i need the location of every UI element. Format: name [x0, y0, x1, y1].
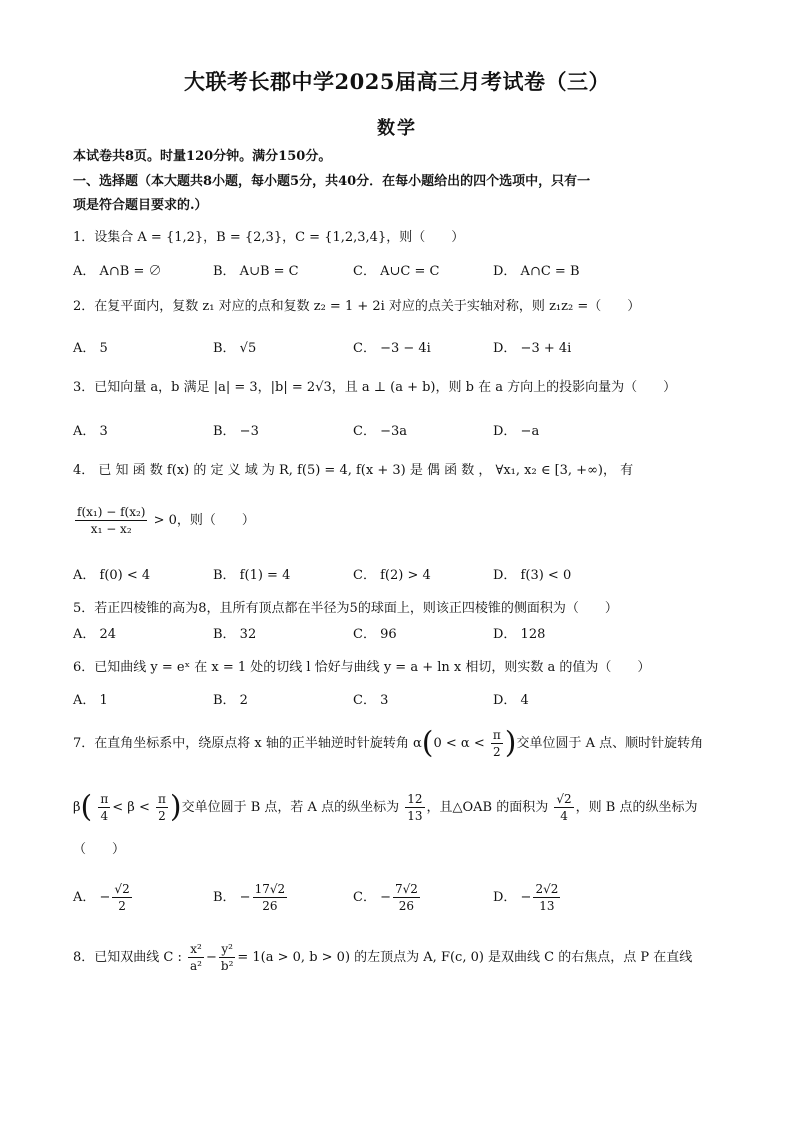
question-5-options [73, 625, 733, 645]
q7-beta: β [73, 800, 81, 815]
q1-option-c: C． A∪C = C [353, 264, 440, 279]
q8-suffix: = 1(a > 0, b > 0) 的左顶点为 A, F(c, 0) 是双曲线 C 的右焦点，点 P 在直线 [237, 950, 693, 965]
section-heading-line1: 一、选择题（本大题共8小题，每小题5分，共40分．在每小题给出的四个选项中，只有一 [73, 174, 591, 189]
q3-option-b: B． −3 [213, 424, 259, 439]
question-2-options [73, 339, 733, 359]
q2-option-b: B． √5 [213, 341, 257, 356]
q7-text-f: ，则 B 点的纵坐标为 [575, 800, 698, 815]
q7-option-a-num: √2 [114, 882, 130, 896]
question-4-options [73, 566, 733, 586]
subject-title: 数学 [377, 118, 417, 139]
q6-option-d: D． 4 [493, 693, 529, 708]
q7-option-d-den: 13 [539, 899, 555, 913]
q4-fraction-denominator: x₁ − x₂ [90, 522, 132, 536]
q7-option-b-num: 17√2 [254, 882, 286, 896]
q6-option-a: A． 1 [73, 693, 108, 708]
q7-frac-pi-over-2 [491, 727, 503, 760]
q2-option-a: A． 5 [73, 341, 108, 356]
q7-frac-pi-over-2b-den: 2 [158, 809, 166, 823]
q7-frac-pi-over-4 [98, 791, 110, 824]
q5-option-b: B． 32 [213, 627, 257, 642]
q7-option-c-frac [393, 881, 420, 914]
q6-option-b: B． 2 [213, 693, 248, 708]
q7-frac-pi-over-2b-num: π [157, 792, 166, 806]
q7-option-b-den: 26 [262, 899, 278, 913]
question-3-options [73, 422, 733, 442]
q1-option-a: A． A∩B = ∅ [73, 264, 162, 279]
q7-paren2-open: ( [80, 789, 93, 825]
question-4-stem-line1: 4． 已 知 函 数 f(x) 的 定 义 域 为 R, f(5) = 4, f(x + 3) 是 偶 函 数 ， ∀x₁, x₂ ∈ [3, +∞)， 有 [73, 463, 634, 478]
q7-paren2-close: ) [169, 789, 182, 825]
q7-option-a-prefix: A． − [73, 890, 111, 905]
q7-option-d [493, 878, 562, 918]
q4-fraction-numerator: f(x₁) − f(x₂) [77, 505, 146, 519]
q7-frac-12-13-den: 13 [407, 809, 423, 823]
q7-option-c-num: 7√2 [394, 882, 418, 896]
question-7-options [73, 878, 733, 918]
q7-option-c-den: 26 [398, 899, 415, 913]
q3-option-d: D． −a [493, 424, 540, 439]
q1-option-b: B． A∪B = C [213, 264, 299, 279]
q2-option-c: C． −3 − 4i [353, 341, 431, 356]
q8-frac-b2-den: b² [220, 959, 234, 973]
question-1-stem: 1．设集合 A = {1,2}，B = {2,3}，C = {1,2,3,4}，则（ ） [73, 230, 465, 245]
q7-option-d-num: 2√2 [535, 882, 559, 896]
q4-stem-tail: > 0，则（ ） [153, 513, 255, 528]
q8-frac-a2-den: a² [190, 959, 202, 973]
q7-text-c: 交单位圆于 A 点、顺时针旋转角 [516, 736, 704, 751]
q7-text-a: 7．在直角坐标系中，绕原点将 x 轴的正半轴逆时针旋转角 α [73, 736, 422, 751]
q7-paren-close: ) [504, 725, 517, 761]
q7-range-alpha: 0 < α < [433, 736, 485, 751]
q7-option-a [73, 878, 134, 918]
question-1-options [73, 262, 733, 282]
q5-option-d: D． 128 [493, 627, 546, 642]
exam-title: 大联考长郡中学2025届高三月考试卷（三） [184, 69, 610, 94]
question-4-stem-line2 [73, 502, 255, 540]
q7-frac-pi-over-4-den: 4 [100, 809, 109, 823]
q4-option-d: D． f(3) < 0 [493, 568, 572, 583]
q7-option-c-prefix: C． − [353, 890, 391, 905]
exam-note: 本试卷共8页。时量120分钟。满分150分。 [73, 149, 332, 164]
question-6-stem: 6．已知曲线 y = eˣ 在 x = 1 处的切线 l 恰好与曲线 y = a + ln x 相切，则实数 a 的值为（ ） [73, 660, 651, 675]
q6-option-c: C． 3 [353, 693, 389, 708]
q7-frac-pi-over-4-num: π [100, 792, 109, 806]
q7-frac-12-13 [405, 791, 424, 824]
q4-option-c: C． f(2) > 4 [353, 568, 431, 583]
question-7-stem-line2 [73, 788, 697, 828]
q7-option-c [353, 878, 422, 918]
question-7-stem-line1 [73, 724, 703, 764]
q3-option-a: A． 3 [73, 424, 108, 439]
q7-frac-area-den: 4 [560, 809, 568, 823]
question-3-stem: 3．已知向量 a，b 满足 |a| = 3，|b| = 2√3，且 a ⊥ (a + b)，则 b 在 a 方向上的投影向量为（ ） [73, 380, 677, 395]
q7-option-a-frac [112, 881, 131, 914]
q7-option-a-den: 2 [118, 899, 126, 913]
q7-option-b [213, 878, 289, 918]
q7-text-d: 交单位圆于 B 点，若 A 点的纵坐标为 [181, 800, 400, 815]
q8-frac-x2-a2 [188, 941, 204, 974]
q7-option-d-prefix: D． − [493, 890, 532, 905]
q8-prefix: 8．已知双曲线 C : [73, 950, 182, 965]
q8-frac-y2-b2 [219, 941, 236, 974]
q1-option-d: D． A∩C = B [493, 264, 580, 279]
section-heading-line2: 项是符合题目要求的.） [73, 198, 208, 213]
q2-option-d: D． −3 + 4i [493, 341, 572, 356]
question-6-options [73, 691, 733, 711]
q7-paren-open: ( [421, 725, 434, 761]
q4-fraction [75, 504, 147, 537]
q4-option-a: A． f(0) < 4 [73, 568, 151, 583]
q7-frac-pi-over-2-den: 2 [493, 745, 501, 759]
q4-option-b: B． f(1) = 4 [213, 568, 291, 583]
q7-frac-pi-over-2-num: π [492, 728, 501, 742]
q7-frac-area-num: √2 [556, 792, 572, 806]
question-8-stem [73, 938, 692, 978]
q7-frac-pi-over-2b [156, 791, 168, 824]
q5-option-c: C． 96 [353, 627, 397, 642]
q8-minus: − [205, 950, 217, 965]
q7-option-b-prefix: B． − [213, 890, 251, 905]
q3-option-c: C． −3a [353, 424, 407, 439]
q8-frac-x2-num: x² [188, 941, 204, 958]
q7-option-d-frac [533, 881, 560, 914]
q8-frac-y2-num: y² [219, 941, 236, 958]
q5-option-a: A． 24 [73, 627, 117, 642]
q7-option-b-frac [253, 881, 288, 914]
q7-range-beta: < β < [112, 800, 150, 815]
question-5-stem: 5．若正四棱锥的高为8，且所有顶点都在半径为5的球面上，则该正四棱锥的侧面积为（ ） [73, 601, 618, 616]
question-2-stem: 2．在复平面内，复数 z₁ 对应的点和复数 z₂ = 1 + 2i 对应的点关于实轴对称，则 z₁z₂ =（ ） [73, 299, 641, 314]
q7-frac-12-13-num: 12 [407, 792, 423, 806]
q7-frac-area [554, 791, 573, 824]
q7-text-e: ，且△OAB 的面积为 [426, 800, 549, 815]
q7-answer-paren: （ ） [73, 842, 126, 857]
